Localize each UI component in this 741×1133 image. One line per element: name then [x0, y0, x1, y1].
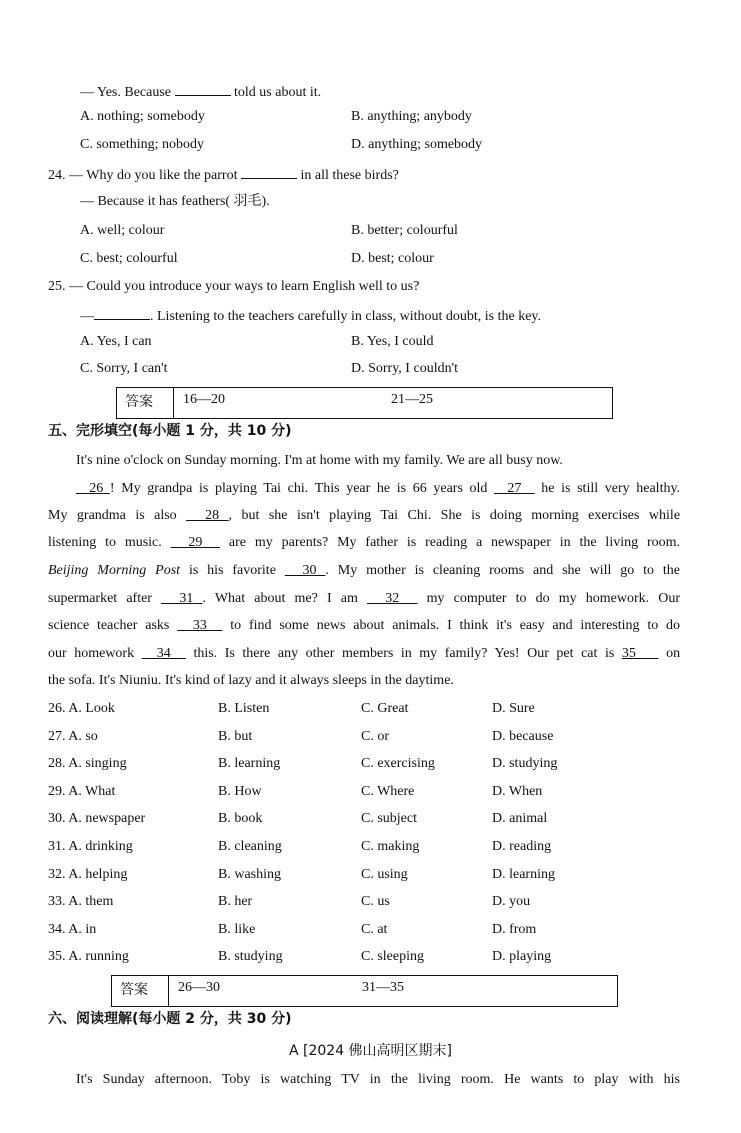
- q25-reply: [80, 305, 541, 326]
- q24-option-d: D. best; colour: [351, 251, 434, 266]
- q24-stem-end: in all these birds?: [300, 168, 399, 183]
- q25-stem: 25. — Could you introduce your ways to learn English well to us?: [48, 279, 420, 294]
- option-c: C. Great: [361, 701, 409, 716]
- section-heading: 五、完形填空(每小题 1 分，共 10 分): [48, 423, 292, 439]
- cloze-blank[interactable]: [494, 481, 535, 496]
- option-b: B. washing: [218, 867, 281, 882]
- section-heading: 六、阅读理解(每小题 2 分，共 30 分): [48, 1011, 292, 1027]
- passage-first-line: It's Sunday afternoon. Toby is watching TV in the living room. He wants to play with his: [76, 1072, 680, 1087]
- answer-range-2: 31—35: [362, 980, 404, 995]
- cloze-blank[interactable]: [186, 508, 228, 523]
- q25-option-b: B. Yes, I could: [351, 334, 434, 349]
- answer-box[interactable]: [111, 975, 618, 1007]
- answer-range-1: 16—20: [183, 392, 225, 407]
- answer-range-1: 26—30: [178, 980, 220, 995]
- cloze-text: , but she isn't playing Tai Chi. She is doing morning exercises while: [228, 508, 681, 523]
- cloze-line-3: [48, 507, 680, 525]
- option-c: C. sleeping: [361, 949, 424, 964]
- cloze-blank[interactable]: [161, 591, 202, 606]
- option-b: B. How: [218, 784, 262, 799]
- option-d: D. studying: [492, 756, 558, 771]
- cloze-blank[interactable]: [622, 646, 659, 661]
- cloze-line-8: [48, 645, 680, 663]
- cloze-line-1: It's nine o'clock on Sunday morning. I'm at home with my family. We are all busy now.: [76, 453, 563, 468]
- option-a: 26. A. Look: [48, 701, 115, 716]
- cloze-text: this. Is there any other members in my family? Yes! Our pet cat is: [193, 646, 615, 661]
- option-a: 30. A. newspaper: [48, 811, 146, 826]
- blank-number: 30: [302, 563, 317, 578]
- q24-stem-text: 24. — Why do you like the parrot: [48, 168, 238, 183]
- q24-reply: — Because it has feathers( 羽毛).: [80, 194, 270, 209]
- q23-reply-text: — Yes. Because: [80, 85, 171, 100]
- cloze-blank[interactable]: [367, 591, 418, 606]
- q25-reply-end: . Listening to the teachers carefully in class, without doubt, is the key.: [150, 309, 541, 324]
- option-a: 35. A. running: [48, 949, 129, 964]
- q24-stem: [48, 164, 399, 185]
- answer-blank[interactable]: [175, 81, 231, 96]
- cloze-line-9: the sofa. It's Niuniu. It's kind of lazy and it always sleeps in the daytime.: [48, 673, 454, 688]
- option-d: D. animal: [492, 811, 548, 826]
- answer-blank[interactable]: [241, 164, 297, 179]
- answer-box-label: 答案: [120, 982, 148, 998]
- blank-number: 26: [89, 481, 104, 496]
- cloze-text: . What about me? I am: [202, 591, 358, 606]
- q25-option-a: A. Yes, I can: [80, 334, 152, 349]
- option-c: C. Where: [361, 784, 415, 799]
- blank-number: 33: [192, 618, 207, 633]
- cloze-text: on: [666, 646, 681, 661]
- answer-box-label: 答案: [125, 394, 153, 410]
- option-b: B. learning: [218, 756, 281, 771]
- cloze-text: is his favorite: [188, 563, 276, 578]
- newspaper-title: Beijing Morning Post: [48, 563, 181, 578]
- option-b: B. her: [218, 894, 253, 909]
- option-d: D. because: [492, 729, 554, 744]
- cloze-text: my computer to do my homework. Our: [426, 591, 681, 606]
- q24-option-b: B. better; colourful: [351, 223, 458, 238]
- option-b: B. but: [218, 729, 253, 744]
- option-b: B. book: [218, 811, 263, 826]
- option-c: C. at: [361, 922, 388, 937]
- answer-blank[interactable]: [94, 305, 150, 320]
- answer-box-label-cell: [117, 388, 174, 418]
- answer-box-label-cell: [112, 976, 169, 1006]
- cloze-text: ! My grandpa is playing Tai chi. This year he is 66 years old: [109, 481, 488, 496]
- cloze-line-2: [76, 480, 680, 498]
- blank-number: 34: [156, 646, 171, 661]
- q25-dash: —: [80, 309, 94, 324]
- q23-option-c: C. something; nobody: [80, 137, 205, 152]
- blank-number: 32: [385, 591, 400, 606]
- cloze-text: are my parents? My father is reading a newspaper in the living room.: [228, 535, 681, 550]
- option-d: D. from: [492, 922, 537, 937]
- blank-number: 31: [179, 591, 194, 606]
- passage-title: A [2024 佛山高明区期末]: [288, 1043, 453, 1059]
- cloze-text: our homework: [48, 646, 135, 661]
- cloze-text: to find some news about animals. I think it's easy and interesting to do: [230, 618, 681, 633]
- option-d: D. learning: [492, 867, 555, 882]
- option-c: C. us: [361, 894, 390, 909]
- option-d: D. playing: [492, 949, 552, 964]
- q24-option-a: A. well; colour: [80, 223, 165, 238]
- option-a: 29. A. What: [48, 784, 116, 799]
- q23-option-a: A. nothing; somebody: [80, 109, 205, 124]
- option-a: 34. A. in: [48, 922, 97, 937]
- cloze-blank[interactable]: [142, 646, 186, 661]
- option-c: C. using: [361, 867, 408, 882]
- cloze-blank[interactable]: [76, 481, 110, 496]
- cloze-text: he is still very healthy.: [541, 481, 681, 496]
- answer-box[interactable]: [116, 387, 613, 419]
- q23-reply-end: told us about it.: [234, 85, 322, 100]
- option-d: D. you: [492, 894, 531, 909]
- option-d: D. Sure: [492, 701, 535, 716]
- blank-number: 28: [205, 508, 220, 523]
- option-b: B. like: [218, 922, 256, 937]
- cloze-blank[interactable]: [171, 535, 220, 550]
- option-c: C. subject: [361, 811, 417, 826]
- cloze-line-5: [48, 562, 680, 580]
- blank-number: 29: [188, 535, 203, 550]
- option-d: D. reading: [492, 839, 552, 854]
- option-b: B. studying: [218, 949, 283, 964]
- answer-range-2: 21—25: [391, 392, 433, 407]
- option-a: 28. A. singing: [48, 756, 127, 771]
- option-a: 32. A. helping: [48, 867, 128, 882]
- blank-number: 27: [507, 481, 522, 496]
- option-c: C. making: [361, 839, 420, 854]
- cloze-line-6: [48, 590, 680, 608]
- cloze-text: listening to music.: [48, 535, 162, 550]
- cloze-line-7: [48, 617, 680, 635]
- option-c: C. or: [361, 729, 389, 744]
- option-c: C. exercising: [361, 756, 435, 771]
- blank-number: 35: [621, 646, 636, 661]
- option-a: 31. A. drinking: [48, 839, 133, 854]
- q23-option-d: D. anything; somebody: [351, 137, 483, 152]
- option-b: B. cleaning: [218, 839, 282, 854]
- option-a: 27. A. so: [48, 729, 98, 744]
- cloze-line-4: [48, 534, 680, 552]
- option-d: D. When: [492, 784, 543, 799]
- q25-option-d: D. Sorry, I couldn't: [351, 361, 458, 376]
- option-a: 33. A. them: [48, 894, 114, 909]
- q23-reply: [80, 81, 321, 102]
- q25-option-c: C. Sorry, I can't: [80, 361, 168, 376]
- q23-option-b: B. anything; anybody: [351, 109, 472, 124]
- cloze-text: My grandma is also: [48, 508, 177, 523]
- cloze-blank[interactable]: [285, 563, 326, 578]
- q24-option-c: C. best; colourful: [80, 251, 178, 266]
- cloze-text: science teacher asks: [48, 618, 170, 633]
- cloze-blank[interactable]: [177, 618, 222, 633]
- cloze-text: supermarket after: [48, 591, 152, 606]
- cloze-text: . My mother is cleaning rooms and she will go to the: [325, 563, 681, 578]
- option-b: B. Listen: [218, 701, 270, 716]
